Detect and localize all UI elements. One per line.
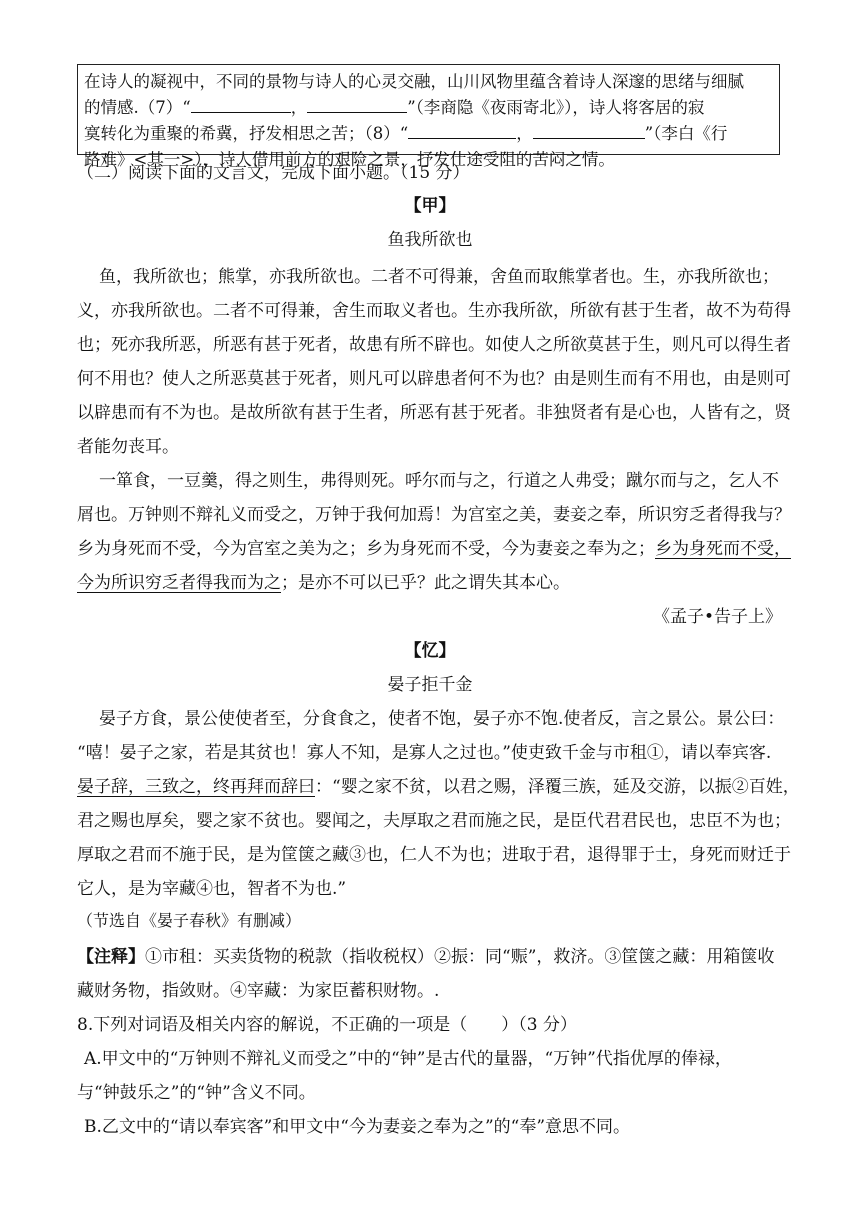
passage-jia-title: 鱼我所欲也 (387, 230, 473, 250)
annotation-line-1: 【注释】①市租：买卖货物的税款（指收税权）②振：同“赈”，救济。③筐箧之藏：用箱箧收 (77, 947, 775, 967)
jia-p2-line-2: 屑也。万钟则不辩礼义而受之，万钟于我何加焉！为宫室之美，妻妾之奉，所识穷乏者得我与？ (77, 505, 791, 525)
passage-jia-marker: 【甲】 (404, 196, 456, 216)
yi-line-6: 它人，是为宰藏④也，智者不为也.” (77, 879, 347, 899)
jia-p1-line-5: 以辟患而有不为也。是故所欲有甚于生者，所恶有甚于死者。非独贤者有是心也，人皆有之，贤 (77, 403, 791, 423)
jia-source: 《孟子•告子上》 (652, 607, 782, 627)
jia-p1-line-1: 鱼，我所欲也；熊掌，亦我所欲也。二者不可得兼，舍鱼而取熊掌者也。生，亦我所欲也； (99, 267, 779, 287)
passage-yi-title: 晏子拒千金 (387, 675, 473, 695)
answer-blank-7a[interactable] (191, 98, 291, 113)
jia-p1-line-4: 何不用也？使人之所恶莫甚于死者，则凡可以辟患者何不为也？由是则生而有不用也，由是则可 (77, 369, 791, 389)
yi-line-3: 晏子辞，三致之，终再拜而辞曰：“婴之家不贫，以君之赐，泽覆三族，延及交游，以振②百姓， (77, 777, 800, 797)
option-a-line-1: A.甲文中的“万钟则不辩礼义而受之”中的“钟”是古代的量器，“万钟”代指优厚的俸禄， (84, 1049, 732, 1069)
answer-blank-8a[interactable] (408, 124, 516, 139)
fill-in-box (77, 64, 780, 169)
box-line-2: 的情感.（7）“ ， ”（李商隐《夜雨寄北》），诗人将客居的寂 (84, 98, 705, 117)
jia-p1-line-6: 者能勿丧耳。 (77, 437, 179, 457)
box-line-4: 路难》<其一>），诗人借用前方的艰险之景，抒发仕途受阻的苦闷之情。 (84, 150, 615, 169)
question-8-stem: 8.下列对词语及相关内容的解说，不正确的一项是（ ）（3 分） (77, 1015, 577, 1035)
option-a-line-2: 与“钟鼓乐之”的“钟”含义不同。 (77, 1083, 316, 1103)
yi-line-5: 厚取之君而不施于民，是为筐箧之藏③也，仁人不为也；进取于君，退得罪于士，身死而财迁于 (77, 845, 791, 865)
box-line-1: 在诗人的凝视中，不同的景物与诗人的心灵交融，山川风物里蕴含着诗人深邃的思绪与细腻 (84, 72, 744, 91)
jia-p1-line-2: 义，亦我所欲也。二者不可得兼，舍生而取义者也。生亦我所欲，所欲有甚于生者，故不为苟得 (77, 301, 791, 321)
section-intro: （二）阅读下面的文言文，完成下面小题。（15 分） (77, 163, 470, 183)
underlined-sentence: 晏子辞，三致之，终再拜而辞曰 (77, 777, 315, 797)
jia-p2-line-1: 一箪食，一豆羹，得之则生，弗得则死。呼尔而与之，行道之人弗受；蹴尔而与之，乞人不 (99, 471, 779, 491)
underlined-sentence: 今为所识穷乏者得我而为之 (77, 573, 281, 593)
jia-p1-line-3: 也；死亦我所恶，所恶有甚于死者，故患有所不辟也。如使人之所欲莫甚于生，则凡可以得生者 (77, 335, 791, 355)
answer-blank-8b[interactable] (533, 124, 645, 139)
yi-line-4: 君之赐也厚矣，婴之家不贫也。婴闻之，夫厚取之君而施之民，是臣代君君民也，忠臣不为也； (77, 811, 791, 831)
yi-line-2: “嘻！晏子之家，若是其贫也！寡人不知，是寡人之过也。”使吏致千金与市租①，请以奉宾客. (77, 743, 772, 763)
annotation-label: 【注释】 (77, 947, 145, 967)
jia-p2-line-4: 今为所识穷乏者得我而为之；是亦不可以已乎？此之谓失其本心。 (77, 573, 570, 593)
yi-line-1: 晏子方食，景公使使者至，分食食之，使者不饱，晏子亦不饱.使者反，言之景公。景公曰： (99, 709, 785, 729)
option-b: B.乙文中的“请以奉宾客”和甲文中“今为妻妾之奉为之”的“奉”意思不同。 (84, 1117, 631, 1137)
underlined-sentence: 乡为身死而不受， (655, 539, 791, 559)
annotation-line-2: 藏财务物，指敛财。④宰藏：为家臣蓄积财物。. (77, 981, 440, 1001)
jia-p2-line-3: 乡为身死而不受，今为宫室之美为之；乡为身死而不受，今为妻妾之奉为之；乡为身死而不受， (77, 539, 791, 559)
passage-yi-marker: 【忆】 (404, 641, 456, 661)
answer-blank-7b[interactable] (307, 98, 407, 113)
box-line-3: 寞转化为重聚的希冀，抒发相思之苦；（8）“ ， ”（李白《行 (84, 124, 728, 143)
yi-source: （节选自《晏子春秋》有删减） (77, 911, 302, 930)
